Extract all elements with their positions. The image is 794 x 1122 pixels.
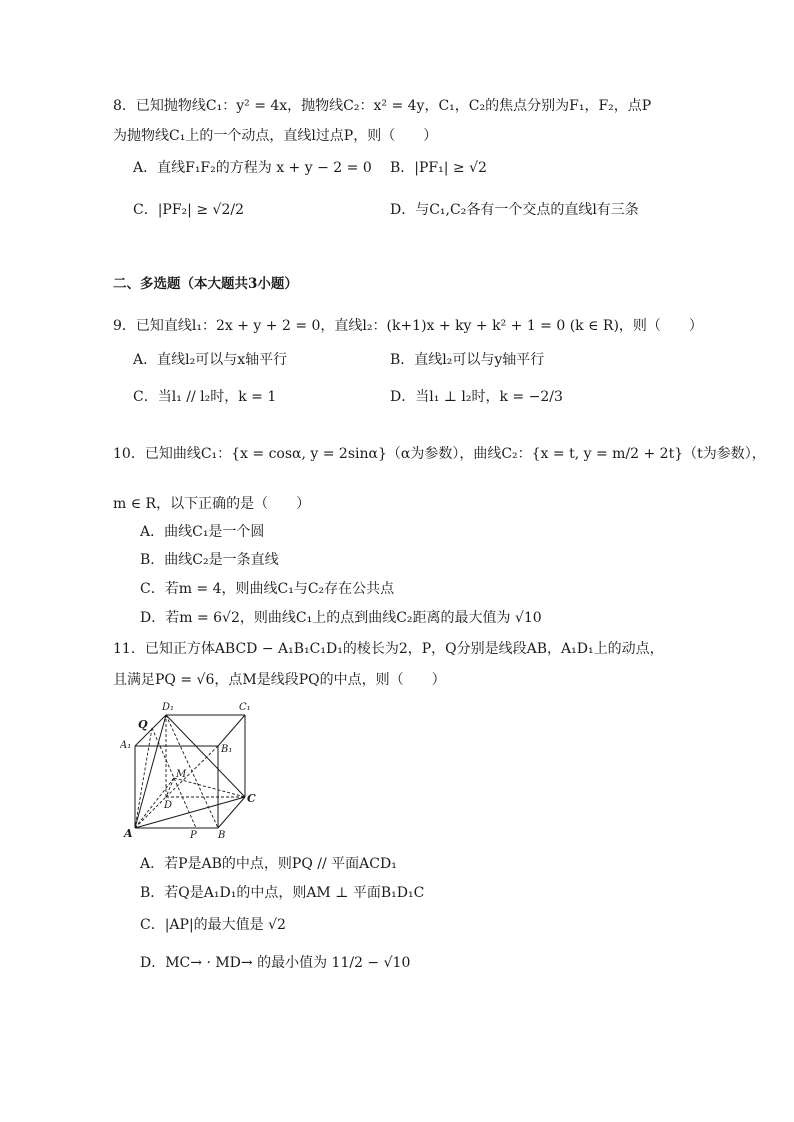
q8-option-c: C．|PF₂| ≥ √2/2 — [133, 202, 244, 218]
label-b: B — [218, 830, 226, 840]
q9-option-b: B．直线l₂可以与y轴平行 — [390, 352, 545, 368]
q9-option-a: A．直线l₂可以与x轴平行 — [133, 352, 288, 368]
q10-option-c: C．若m = 4，则曲线C₁与C₂存在公共点 — [140, 581, 395, 597]
label-d1: D₁ — [162, 702, 175, 713]
label-c1: C₁ — [239, 702, 251, 713]
q10-stem-line1: 10．已知曲线C₁：{x = cosα, y = 2sinα}（α为参数），曲线C₂：{x = t, y = m/2 + 2t}（t为参数）， — [113, 446, 766, 462]
q9-option-c: C．当l₁ // l₂时，k = 1 — [133, 389, 277, 405]
q11-option-d: D．MC→ · MD→ 的最小值为 11/2 − √10 — [140, 955, 411, 971]
q8-stem-line2: 为抛物线C₁上的一个动点，直线l过点P，则（ ） — [113, 128, 438, 144]
q11-option-b: B．若Q是A₁D₁的中点，则AM ⊥ 平面B₁D₁C — [140, 885, 425, 901]
q10-option-d: D．若m = 6√2，则曲线C₁上的点到曲线C₂距离的最大值为 √10 — [140, 610, 542, 626]
label-b1: B₁ — [221, 744, 233, 755]
q10-option-a: A．曲线C₁是一个圆 — [140, 524, 265, 540]
q9-stem: 9．已知直线l₁：2x + y + 2 = 0，直线l₂：(k+1)x + ky + k² + 1 = 0 (k ∈ R)，则（ ） — [113, 318, 703, 334]
label-c: C — [247, 792, 256, 805]
q11-option-a: A．若P是AB的中点，则PQ // 平面ACD₁ — [140, 856, 397, 872]
label-m: M — [176, 769, 187, 780]
label-a1: A₁ — [120, 740, 132, 751]
q10-stem-line2: m ∈ R，以下正确的是（ ） — [113, 496, 311, 512]
q11-option-c: C．|AP|的最大值是 √2 — [140, 917, 286, 933]
q8-stem-line1: 8．已知抛物线C₁：y² = 4x，抛物线C₂：x² = 4y，C₁，C₂的焦点分别为F₁，F₂，点P — [113, 98, 652, 114]
label-d: D — [164, 800, 173, 811]
q10-option-b: B．曲线C₂是一条直线 — [140, 552, 279, 568]
label-p: P — [190, 830, 197, 840]
label-q: Q — [138, 718, 148, 731]
q9-option-d: D．当l₁ ⊥ l₂时，k = −2/3 — [390, 389, 563, 405]
cube-figure — [120, 700, 260, 840]
label-a: A — [124, 827, 133, 840]
q11-stem-line2: 且满足PQ = √6，点M是线段PQ的中点，则（ ） — [113, 672, 446, 688]
q8-option-d: D．与C₁,C₂各有一个交点的直线l有三条 — [390, 202, 639, 218]
q8-option-a: A．直线F₁F₂的方程为 x + y − 2 = 0 — [133, 160, 372, 176]
q11-stem-line1: 11．已知正方体ABCD − A₁B₁C₁D₁的棱长为2，P，Q分别是线段AB，A₁D₁上的动点， — [113, 641, 664, 657]
q8-option-b: B．|PF₁| ≥ √2 — [390, 160, 487, 176]
section-title: 二、多选题（本大题共3小题） — [113, 276, 298, 292]
